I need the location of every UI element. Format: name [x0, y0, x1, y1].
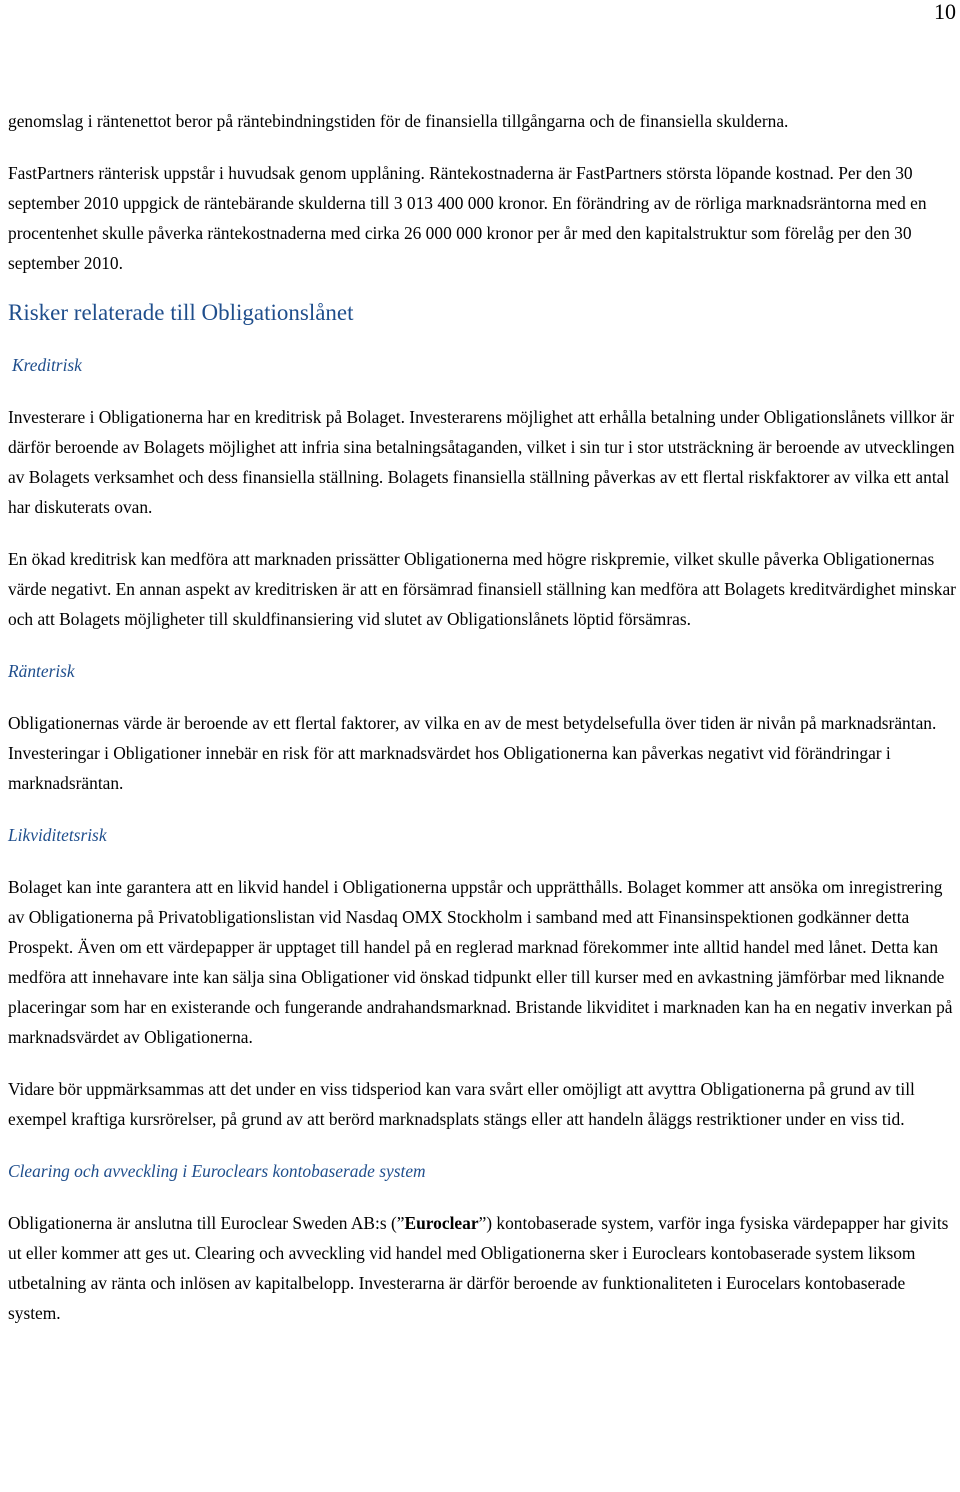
likviditetsrisk-paragraph-1: Bolaget kan inte garantera att en likvid handel i Obligationerna uppstår och upprätthålls. Bolaget kommer att ansöka om inregistrering av Obligationerna på Privatobligationslistan vid Nasdaq OMX Stockholm i samband med att Finansinspektionen godkänner detta Prospekt. Även om ett värdepapper är upptaget till handel på en reglerad marknad förekommer inte alltid handel med lånet. Detta kan medföra att innehavare inte kan sälja sina Obligationer vid önskad tidpunkt eller till kurser med en avkastning jämförbar med liknande placeringar som har en existerande och fungerande andrahandsmarknad. Bristande likviditet i marknaden kan ha en negativ inverkan på marknadsvärdet av Obligationerna. [8, 877, 953, 1047]
kreditrisk-paragraph-1: Investerare i Obligationerna har en kreditrisk på Bolaget. Investerarens möjlighet att erhålla betalning under Obligationslånets villkor är därför beroende av Bolagets möjlighet att infria sina betalningsåtaganden, vilket i sin tur i stor utsträckning är beroende av utvecklingen av Bolagets verksamhet och dess finansiella ställning. Bolagets finansiella ställning påverkas av ett flertal riskfaktorer av vilka ett antal har diskuterats ovan. [8, 407, 955, 517]
document-body [8, 106, 956, 1328]
clearing-text-after: ”) kontobaserade system, varför inga fysiska värdepapper har givits ut eller kommer att ges ut. Clearing och avveckling vid handel med Obligationerna sker i Euroclears kontobaserade system liksom utbetalning av ränta och inlösen av kapitalbelopp. Investerarna är därför beroende av funktionaliteten i Eurocelars kontobaserade system. [8, 1213, 949, 1323]
subheading-kreditrisk: Kreditrisk [12, 355, 82, 375]
section-heading-obligationslanet: Risker relaterade till Obligationslånet [8, 300, 354, 325]
clearing-text-before: Obligationerna är anslutna till Euroclear Sweden AB:s (” [8, 1213, 405, 1233]
subheading-ranterisk: Ränterisk [8, 661, 75, 681]
intro-paragraph-2: FastPartners ränterisk uppstår i huvudsak genom upplåning. Räntekostnaderna är FastPartners största löpande kostnad. Per den 30 september 2010 uppgick de räntebärande skulderna till 3 013 400 000 kronor. En förändring av de rörliga marknadsräntorna med en procentenhet skulle påverka räntekostnaderna med cirka 26 000 000 kronor per år med den kapitalstruktur som förelåg per den 30 september 2010. [8, 163, 927, 273]
likviditetsrisk-paragraph-2: Vidare bör uppmärksammas att det under en viss tidsperiod kan vara svårt eller omöjligt att avyttra Obligationerna på grund av till exempel kraftiga kursrörelser, på grund av att berörd marknadsplats stängs eller att handeln åläggs restriktioner under en viss tid. [8, 1079, 915, 1129]
kreditrisk-paragraph-2: En ökad kreditrisk kan medföra att marknaden prissätter Obligationerna med högre riskpremie, vilket skulle påverka Obligationernas värde negativt. En annan aspekt av kreditrisken är att en försämrad finansiell ställning kan medföra att Bolagets kreditvärdighet minskar och att Bolagets möjligheter till skuldfinansiering vid slutet av Obligationslånets löptid försämras. [8, 549, 956, 629]
intro-paragraph-1: genomslag i räntenettot beror på räntebindningstiden för de finansiella tillgångarna och de finansiella skulderna. [8, 111, 789, 131]
ranterisk-paragraph-1: Obligationernas värde är beroende av ett flertal faktorer, av vilka en av de mest betydelsefulla över tiden är nivån på marknadsräntan. Investeringar i Obligationer innebär en risk för att marknadsvärdet hos Obligationerna kan påverkas negativt vid förändringar i marknadsräntan. [8, 713, 937, 793]
clearing-paragraph-1 [8, 1208, 956, 1328]
page-number: 10 [934, 0, 956, 24]
subheading-likviditetsrisk: Likviditetsrisk [8, 825, 107, 845]
clearing-term-euroclear: Euroclear [404, 1213, 479, 1233]
subheading-clearing: Clearing och avveckling i Euroclears kontobaserade system [8, 1161, 426, 1181]
